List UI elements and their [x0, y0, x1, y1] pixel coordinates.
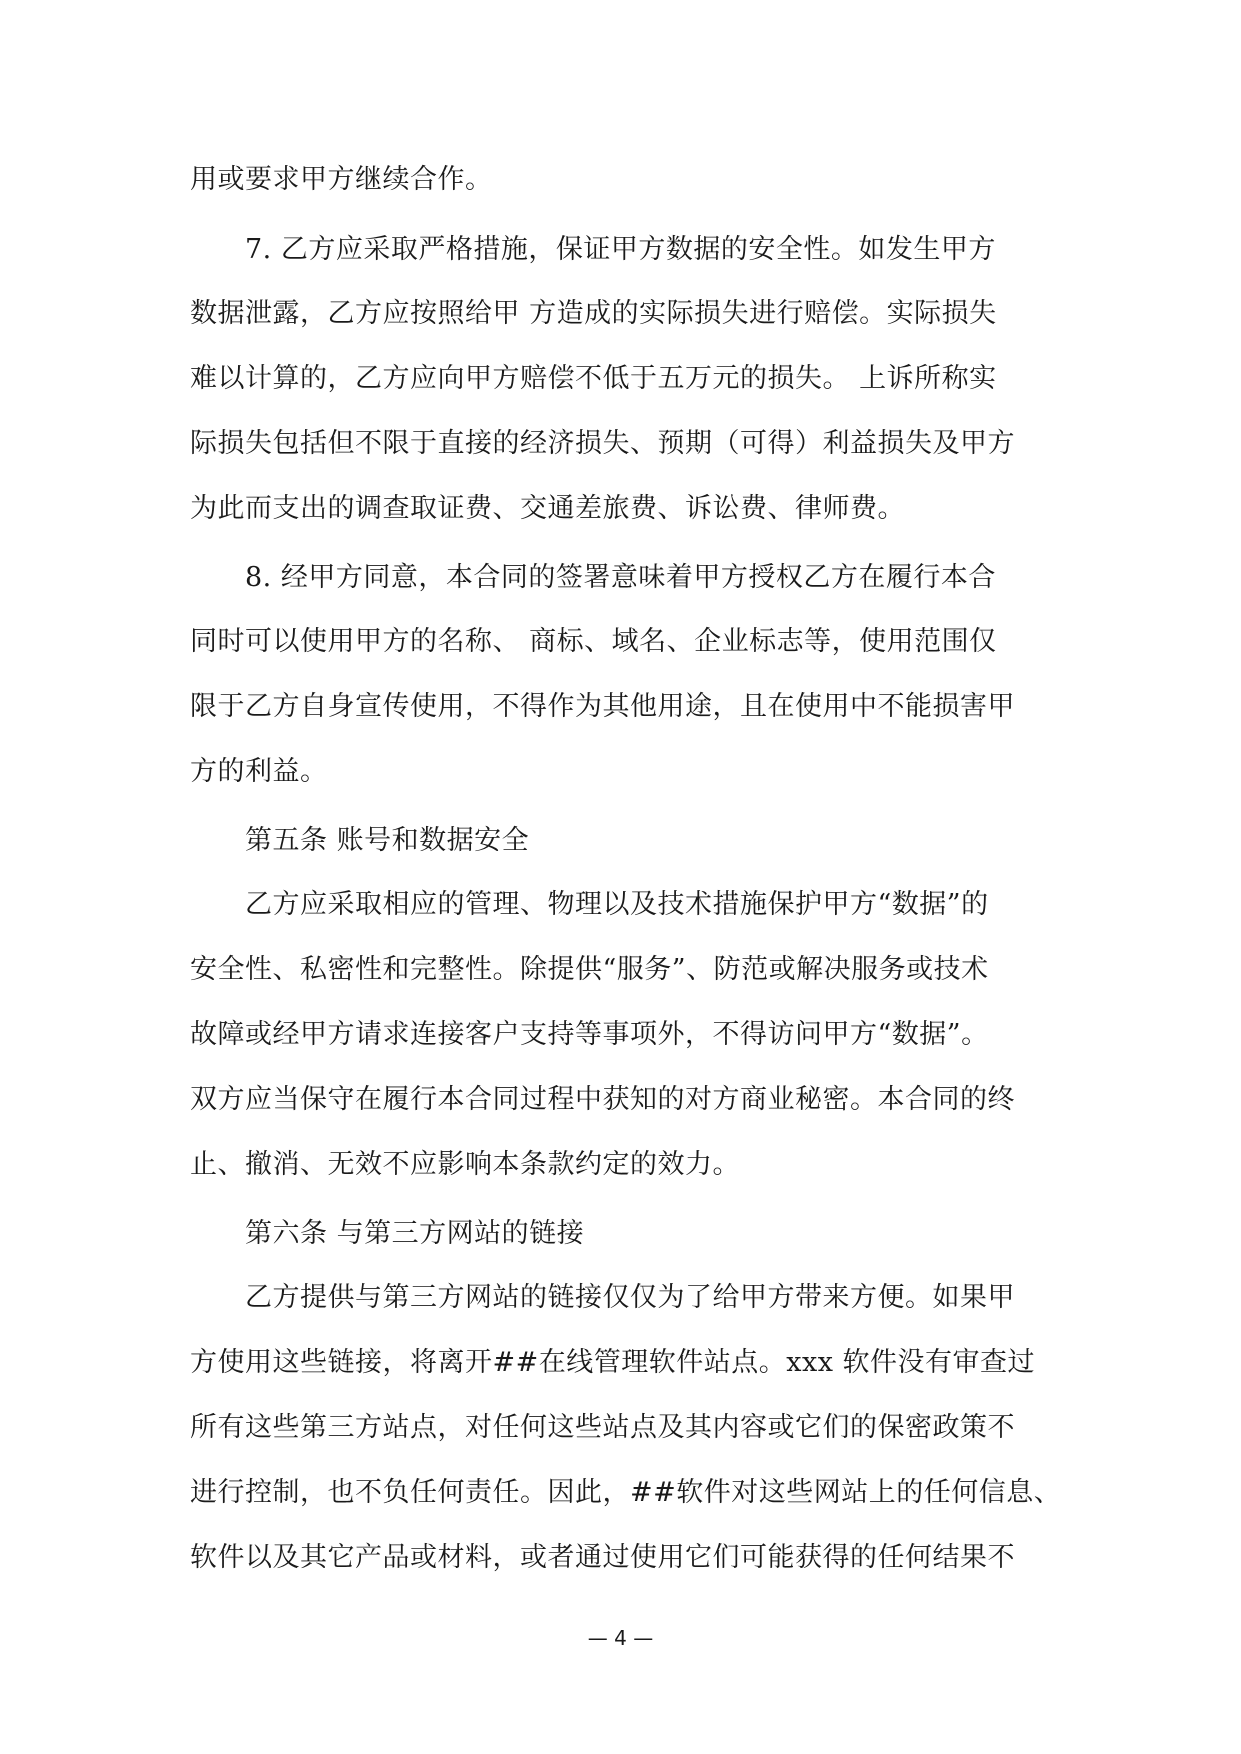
- text-line: 用或要求甲方继续合作。: [190, 164, 493, 195]
- text-line: 安全性、私密性和完整性。除提供“服务”、防范或解决服务或技术: [190, 954, 989, 985]
- text-line: 进行控制，也不负任何责任。因此，##软件对这些网站上的任何信息、: [190, 1477, 1062, 1508]
- text-line: 同时可以使用甲方的名称、 商标、域名、企业标志等，使用范围仅: [190, 626, 997, 657]
- text-line: 数据泄露，乙方应按照给甲 方造成的实际损失进行赔偿。实际损失: [190, 298, 997, 329]
- text-line: 所有这些第三方站点，对任何这些站点及其内容或它们的保密政策不: [190, 1412, 1015, 1443]
- clause-7-line: 7. 乙方应采取严格措施，保证甲方数据的安全性。如发生甲方: [245, 234, 996, 265]
- text-line: 方使用这些链接，将离开##在线管理软件站点。xxx 软件没有审查过: [190, 1347, 1036, 1378]
- text-line: 际损失包括但不限于直接的经济损失、预期（可得）利益损失及甲方: [190, 428, 1015, 459]
- section-6-heading: 第六条 与第三方网站的链接: [245, 1218, 585, 1249]
- text-line: 双方应当保守在履行本合同过程中获知的对方商业秘密。本合同的终: [190, 1084, 1015, 1115]
- text-line: 乙方应采取相应的管理、物理以及技术措施保护甲方“数据”的: [245, 889, 989, 920]
- text-line: 故障或经甲方请求连接客户支持等事项外，不得访问甲方“数据”。: [190, 1019, 989, 1050]
- text-line: 难以计算的，乙方应向甲方赔偿不低于五万元的损失。 上诉所称实: [190, 363, 997, 394]
- text-line: 为此而支出的调查取证费、交通差旅费、诉讼费、律师费。: [190, 493, 905, 524]
- text-line: 方的利益。: [190, 756, 328, 787]
- text-line: 乙方提供与第三方网站的链接仅仅为了给甲方带来方便。如果甲: [245, 1282, 1015, 1313]
- text-line: 软件以及其它产品或材料，或者通过使用它们可能获得的任何结果不: [190, 1542, 1015, 1573]
- text-line: 止、撤消、无效不应影响本条款约定的效力。: [190, 1149, 740, 1180]
- text-line: 限于乙方自身宣传使用，不得作为其他用途，且在使用中不能损害甲: [190, 691, 1015, 722]
- clause-8-line: 8. 经甲方同意，本合同的签署意味着甲方授权乙方在履行本合: [245, 562, 996, 593]
- page-number: — 4 —: [587, 1626, 654, 1650]
- section-5-heading: 第五条 账号和数据安全: [245, 825, 530, 856]
